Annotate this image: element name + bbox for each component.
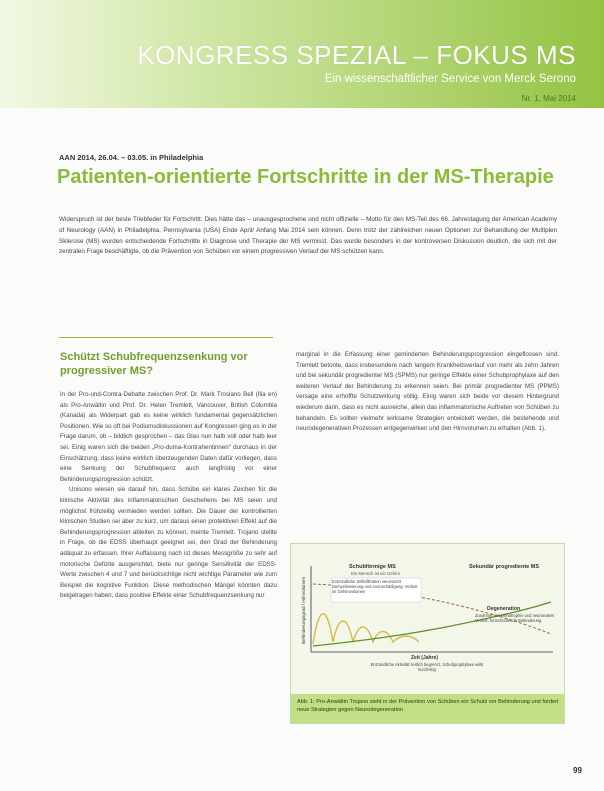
masthead-subtitle: Ein wissenschaftlicher Service von Merck Serono — [324, 73, 576, 85]
figure-caption: Abb. 1: Pro-Anwältin Trojano sieht in der Prävention von Schüben ein Schutz vor Behinderung und fordert neue Strategien gegen Neurodegeneration — [297, 699, 559, 713]
section-divider — [59, 337, 273, 338]
masthead-title: KONGRESS SPEZIAL – FOKUS MS — [137, 40, 576, 70]
left-paragraph-2: Unisono wiesen sie darauf hin, dass Schübe ein klares Zeichen für die klinische Aktivität des inflammatorischen Geschehens bei MS seien und möglichst frühzeitig vermieden werden sollten. Die Dauer der kontrollierten klinischen Studien sei aber zu kurz, um daraus einen protektiven Effekt auf die Behinderungsprogression ableiten zu können, meinte Tremlett. Trojano stellte in Frage, ob die EDSS überhaupt geeignet sei, den Grad der Behinderung adäquat zu erfassen. Ihrer Auffassung nach ist dieses Messgröße zu sehr auf motorische Defizite ausgerichtet, biete nur geringe Sensitivität der EDSS-Werte zwischen 4 und 7 und berücksichtige nicht wichtige Parameter wie zum Beispiel die kognitive Funktion. Diese methodischen Mängel könnten dazu beigetragen haben, dass positive Effekte einer Schubfrequenzsenkung nur — [60, 486, 277, 600]
figure-1 — [290, 543, 565, 724]
right-paragraph-1: marginal in die Erfassung einer geminderten Behinderungsprogression eingeflossen sind. Tremlett betonte, dass insbesondere nach langem Krankheitsverlauf von mehr als zehn Jahren und bei sekundär progredienter MS (SPMS) nur geringe Effekte einer Schubprophylaxe auf den weiteren Verlauf der Behinderung zu erkennen seien. Bei primär progredienter MS (PPMS) versage eine erhoffte Schutzwirkung völlig. Einig waren sich beide vor diesem Hintergrund wiederum darin, dass es nicht ausreiche, allein das inflammatorische Auftreten von Schüben zu behandeln. Es sollten vielmehr wirksame Strategien entwickelt werden, die bestehende und neurodegenerativen Prozessen entgegenwirken und den Hirnvolumen zu erhalten (Abb. 1). — [296, 351, 559, 433]
left-column — [60, 390, 277, 602]
page-number: 99 — [573, 766, 582, 775]
figure-diagram — [291, 544, 564, 694]
label-relapsing-ms-sub: Ein Mensch ist ein Gehirn — [351, 571, 400, 576]
masthead-banner — [0, 0, 604, 108]
label-secondary-progressive-ms: Sekundär progrediente MS — [469, 564, 539, 570]
issue-number: Nr. 1, Mai 2014 — [521, 94, 576, 103]
y-axis-label: Behinderungsgrad / Hirnvolumen — [301, 576, 306, 644]
article-intro: Widerspruch ist der beste Triebfeder für Fortschritt: Dies hätte das – unausgesprochene und nicht offizielle – Motto für den MS-Teil des 66. Jahrestagung der American Academy of Neurology (AAN) in Philadelphia, Pennsylvania (USA) Ende April/ Anfang Mai 2014 sein können. Denn trotz der zahlreichen neuen Optionen zur Behandlung der Multiplen Sklerose (MS) wurden entscheidende Fortschritte in Diagnose und Therapie der MS vermisst. Das wurde besonders in der kontroversen Diskussion deutlich, die sich mit der zentralen Frage beschäftigte, ob die Prävention von Schüben vor einem progressiven Verlauf der MS schützen kann. — [59, 216, 557, 256]
left-paragraph-1: In der Pro-und-Contra-Debatte zwischen Prof. Dr. Mark Trosiano Bell (Ilia en) als Pro-Anwältin und Prof. Dr. Helen Tremlett, Vancouver, British Columbia (Kanada) als Widerpart gab es keine wirklich fundamental gegensätzlichen Positionen. Wie so oft bei Podiumsdiskussionen auf Kongressen ging es in der Frage darum, ob – bildlich gesprochen – das Glas nun halb voll oder halb leer sei. Einig waren sich die beiden „Pro-duma-Kontrahentinnen“ durchaus in der Einschätzung, dass keine wirklich überzeugenden Daten dafür vorliegen, dass eine Senkung der Schubfrequenz auch langfristig vor einer Behinderungsprogression schützt. — [60, 391, 277, 483]
label-relapsing-ms: Schubförmige MS — [349, 564, 396, 570]
label-degeneration: Degeneration — [487, 606, 521, 612]
figure-caption-bar — [291, 694, 564, 723]
section-heading: Schützt Schubfrequenzsenkung vor progressiver MS? — [60, 351, 248, 377]
note-bottom: Entzündliche Aktivität zeitlich begrenzt, Schubprophylaxe wirkt kurzfristig — [370, 662, 484, 673]
note-bottom-wrap — [367, 662, 487, 684]
event-date-line: AAN 2014, 26.04. – 03.05. in Philadelphia — [59, 153, 204, 162]
x-axis-label: Zeit (Jahre) — [411, 655, 438, 661]
note-top-left-wrap — [332, 579, 420, 601]
note-top-left: Entzündliche Zellinfiltration verursacht Demyelinisierung und Axonschädigung; Verlust im Gehirnvolumen — [332, 579, 418, 595]
right-column — [296, 350, 559, 435]
note-right-wrap — [475, 613, 555, 637]
note-right: Zunahme von Hirnatrophie und neuronalem Verlust, fortschreitende Behinderung — [475, 613, 555, 624]
article-headline: Patienten-orientierte Fortschritte in der MS-Therapie — [57, 166, 554, 188]
